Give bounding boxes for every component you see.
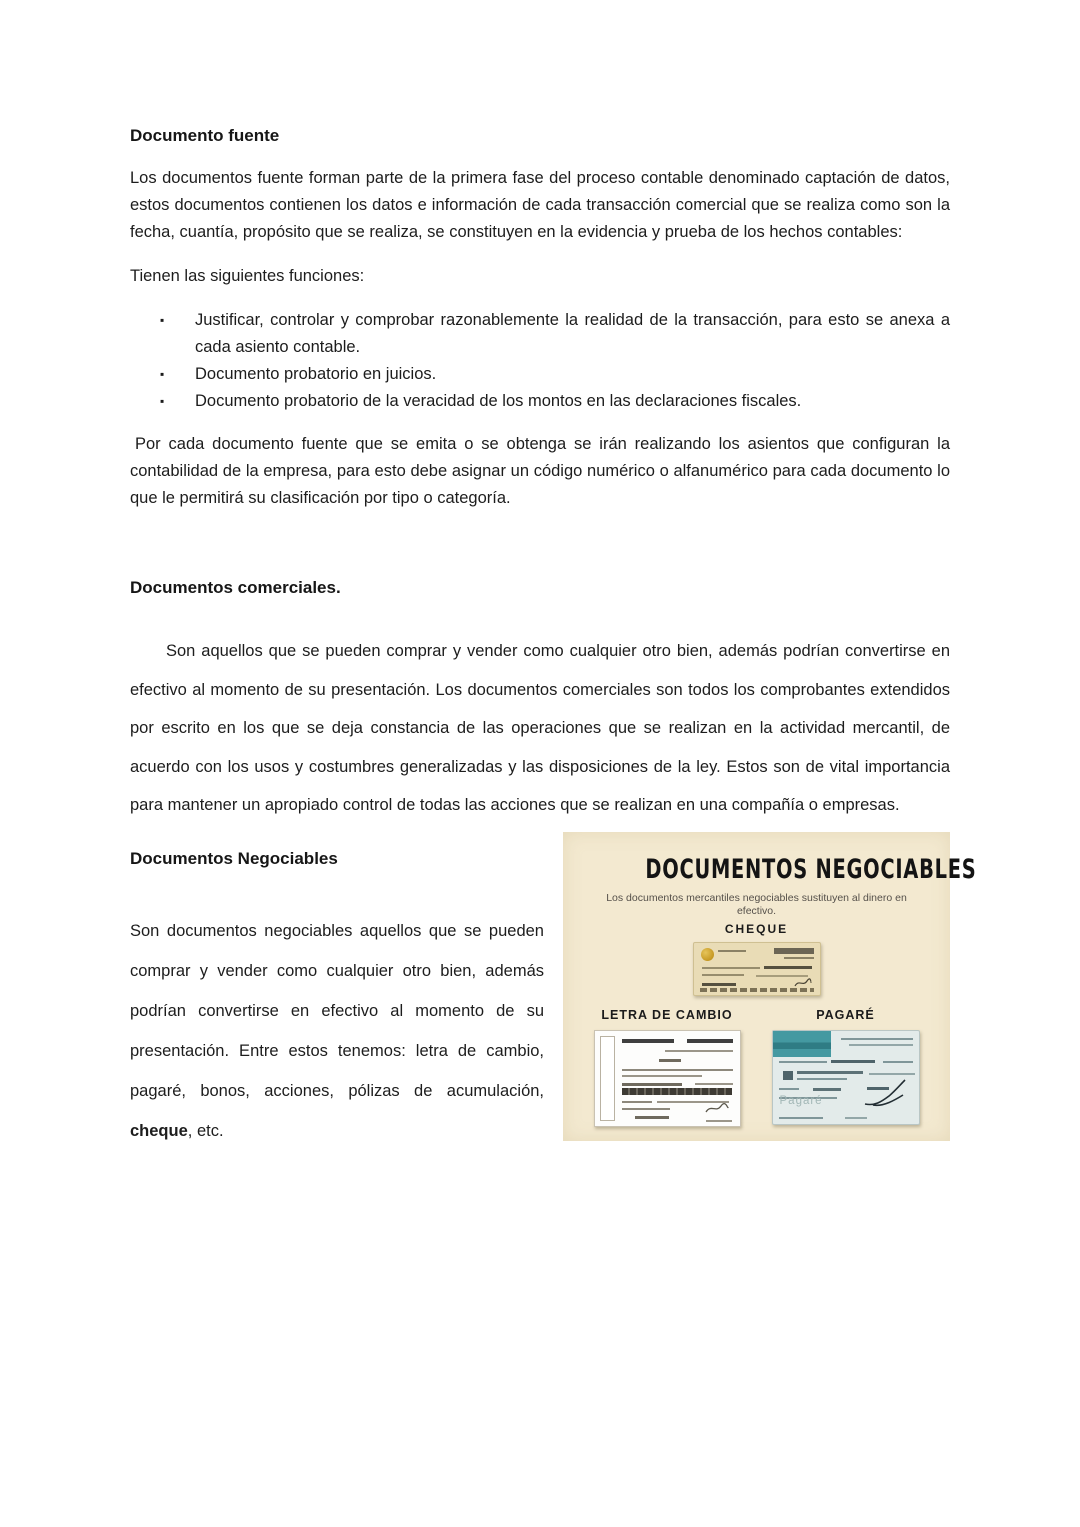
letra-line-8 bbox=[622, 1108, 670, 1110]
bullet-item-fiscales: ▪ Documento probatorio de la veracidad de los montos en las declaraciones fiscales. bbox=[130, 388, 950, 415]
letra-amount bbox=[659, 1059, 681, 1062]
letra-header-right bbox=[687, 1039, 733, 1043]
cheque-amount-line bbox=[784, 957, 814, 959]
figure-title-wrap bbox=[581, 853, 977, 885]
cheque-payee-line bbox=[702, 967, 760, 969]
bullet-item-juicios: ▪ Documento probatorio en juicios. bbox=[130, 361, 950, 388]
documentos-negociables-figure bbox=[563, 832, 977, 1141]
negociables-figure-column bbox=[563, 849, 977, 1151]
figure-letra-label: LETRA DE CAMBIO bbox=[601, 1007, 733, 1022]
bullet-item-justificar: ▪ Justificar, controlar y comprobar razonablemente la realidad de la transacción, para esto se anexa a cada asiento contable. bbox=[130, 307, 950, 361]
letra-line-2 bbox=[622, 1069, 733, 1071]
cheque-scribble-line bbox=[718, 950, 746, 952]
pagare-image bbox=[772, 1030, 920, 1125]
letra-footer-right bbox=[706, 1120, 732, 1122]
letra-footer-left bbox=[635, 1116, 669, 1119]
letra-line-5 bbox=[695, 1083, 733, 1085]
page-content bbox=[130, 126, 977, 1151]
cheque-micr-line bbox=[700, 988, 814, 992]
letra-line-6 bbox=[622, 1101, 652, 1103]
pagare-line-5 bbox=[797, 1071, 863, 1074]
paragraph-funciones-intro: Tienen las siguientes funciones: bbox=[130, 267, 365, 285]
figure-cheque-label: CHEQUE bbox=[724, 921, 789, 936]
pagare-line-1 bbox=[841, 1038, 913, 1040]
letra-left-strip bbox=[600, 1036, 615, 1121]
cheque-line-2 bbox=[702, 974, 744, 976]
pagare-line-4 bbox=[883, 1061, 913, 1063]
heading-documentos-comerciales: Documentos comerciales. bbox=[130, 578, 341, 597]
figure-docs-row bbox=[581, 1030, 932, 1127]
figure-doc-labels bbox=[581, 1008, 932, 1022]
cheque-date-block bbox=[774, 948, 814, 954]
pagare-line-6 bbox=[797, 1078, 847, 1080]
negociables-section bbox=[130, 848, 977, 1151]
figure-subtitle: Los documentos mercantiles negociables sustituyen al dinero en efectivo. bbox=[606, 891, 907, 917]
bank-logo-icon bbox=[701, 948, 714, 961]
paragraph-documentos-comerciales: Son aquellos que se pueden comprar y vender como cualquier otro bien, además podrían convertirse en efectivo al momento de su presentación. Los documentos comerciales son todos los comprobantes extendidos por escrito en los que se deja constancia de las operaciones que se realizan en la actividad mercantil, de acuerdo con los usos y costumbres generalizadas y las disposiciones de la ley. Estos son de vital importancia para mantener un apropiado control de todas las acciones que se realizan en una compañía o empresas. bbox=[130, 642, 950, 814]
paragraph-documentos-negociables bbox=[130, 911, 544, 1151]
negociables-text-column bbox=[130, 849, 544, 1151]
letra-signature-icon bbox=[704, 1100, 730, 1116]
letra-line-1 bbox=[665, 1050, 733, 1052]
pagare-line-7 bbox=[869, 1073, 915, 1075]
pagare-stamp bbox=[783, 1071, 793, 1080]
pagare-line-9 bbox=[813, 1088, 841, 1091]
pagare-signature-icon bbox=[861, 1078, 911, 1110]
pagare-teal-header bbox=[773, 1031, 831, 1057]
negociables-text-start: Son documentos negociables aquellos que se pueden comprar y vender como cualquier otro bien, además podrían convertirse en efectivo al momento de su presentación. Entre estos tenemos: letra de cambio, pagaré, bonos, acciones, pólizas de acumulación, bbox=[130, 921, 544, 1100]
letra-line-3 bbox=[622, 1075, 702, 1077]
pagare-line-2 bbox=[849, 1044, 913, 1046]
negociables-cheque-bold: cheque bbox=[130, 1121, 188, 1140]
letra-dark-band bbox=[622, 1088, 732, 1095]
pagare-line-3 bbox=[779, 1061, 827, 1063]
paragraph-codigo: Por cada documento fuente que se emita o se obtenga se irán realizando los asientos que configuran la contabilidad de la empresa, para esto debe asignar un código numérico o alfanumérico para cada documento lo que le permitirá su clasificación por tipo o categoría. bbox=[130, 435, 950, 507]
letra-de-cambio-image bbox=[594, 1030, 741, 1127]
funciones-bullet-list bbox=[130, 307, 950, 415]
letra-header-left bbox=[622, 1039, 674, 1043]
cheque-image bbox=[693, 942, 821, 996]
pagare-footer-left bbox=[779, 1117, 823, 1119]
figure-pagare-label: PAGARÉ bbox=[816, 1007, 875, 1022]
pagare-amount bbox=[831, 1060, 875, 1063]
pagare-footer-center bbox=[845, 1117, 867, 1119]
heading-documento-fuente: Documento fuente bbox=[130, 126, 280, 145]
pagare-word-text: Pagaré bbox=[779, 1094, 823, 1107]
heading-documentos-negociables: Documentos Negociables bbox=[130, 848, 338, 868]
paragraph-documento-fuente: Los documentos fuente forman parte de la primera fase del proceso contable denominado captación de datos, estos documentos contienen los datos e información de cada transacción comercial que se realiza como son la fecha, cuantía, propósito que se realiza, se constituyen en la evidencia y prueba de los hechos contables: bbox=[130, 169, 950, 241]
cheque-name-scribble bbox=[764, 966, 812, 969]
cheque-line-4 bbox=[702, 983, 736, 986]
pagare-line-8 bbox=[779, 1088, 799, 1090]
negociables-text-end: , etc. bbox=[187, 1121, 224, 1140]
letra-line-4 bbox=[622, 1083, 682, 1086]
figure-title: DOCUMENTOS NEGOCIABLES bbox=[645, 853, 977, 885]
